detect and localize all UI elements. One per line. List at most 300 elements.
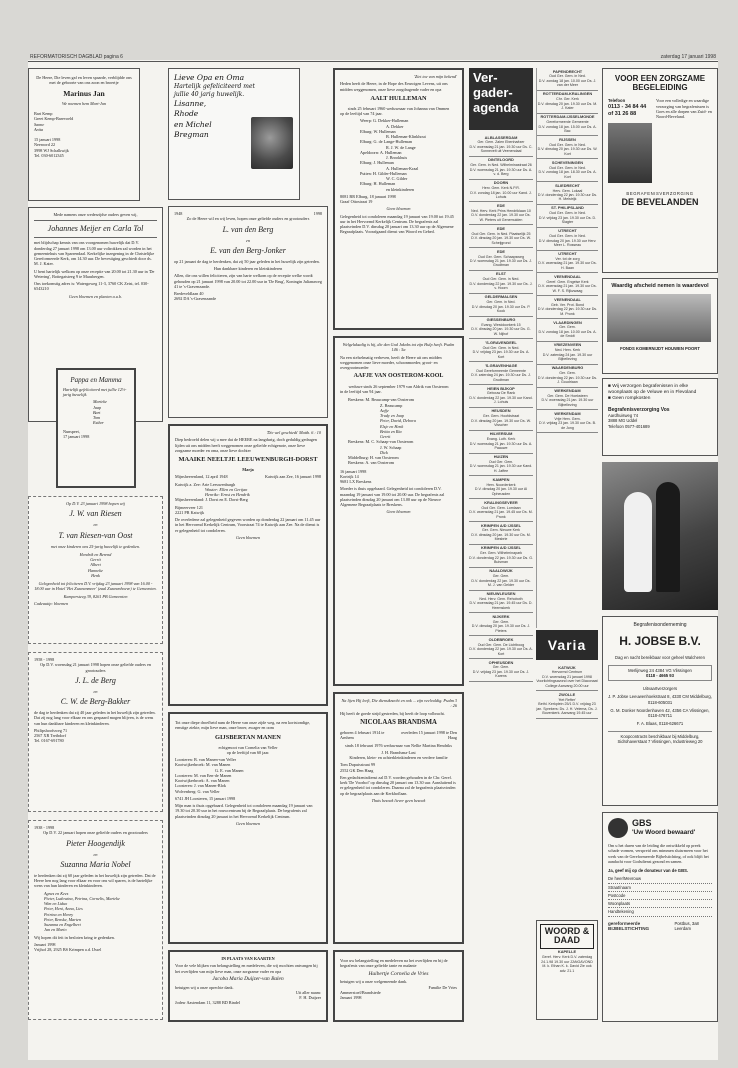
agenda-item — [469, 339, 533, 362]
agenda-item-church: Oud Ger. Gem. Lomlaan — [481, 505, 521, 510]
thanks-sign: Familie De Vries — [428, 984, 457, 990]
thanks-line: betuigen wij u onze oprechte dank. — [175, 984, 234, 990]
address-line: Tom Dupuisstraat 99 — [340, 762, 376, 768]
agenda-item-place: RIJSSEN — [559, 136, 576, 142]
anniv-name1: Pieter Hoogendijk — [66, 838, 125, 848]
agenda-item — [469, 568, 533, 591]
agenda-item — [469, 180, 533, 203]
masthead-left: REFORMATORISCH DAGBLAD pagina 6 — [30, 54, 123, 60]
agenda-item-text: D.V. woensdag 21 jan. 19.30 uur Ds. W. F. S. Rijkzwaag — [538, 284, 597, 293]
congrats-parents — [56, 368, 136, 488]
agenda-item-text: D.V. donderdag 22 jan. 19.30 uur Ds. H. Melstrijk — [537, 193, 598, 202]
agenda-item — [537, 296, 598, 319]
agenda-item-church: Herv. Gem. Lokaal — [552, 188, 583, 193]
wedding-reception: U bent hartelijk welkom op onze receptie van 20.00 tot 21.30 uur in 'De Wetering', Bottegatsteeg 9 te Maasbergen. — [34, 268, 155, 279]
obit-body: Mijn man is thuis opgebaard. Gelegenheid tot condoleren maandag 19 januari van 19.30 tot 20.30 uur in het rouwcentrum bij de Begraafplaats. De begrafenis zal plaatsvinden dinsdag 20 januari in het Hervormd Kerkelijk Centrum. — [175, 803, 313, 819]
kid-name: Tom — [93, 415, 101, 420]
obit-footer: Geen bloemen — [235, 820, 261, 826]
address-line: 2552 GK Den Haag — [340, 767, 374, 773]
ad-waardig-afscheid — [602, 278, 718, 374]
agenda-item-church: Evang. Luth. Kerk — [486, 437, 516, 442]
years-right: 1998 — [313, 211, 322, 216]
agenda-item-church: Ger. Gem. — [559, 371, 576, 376]
card-line: Lieve Opa en Oma — [174, 73, 245, 82]
agenda-item-church: Herv. Gem. Kerk N.P.R. — [482, 186, 520, 191]
agenda-item-church: Oud Ger. Gem. in Ned. — [549, 142, 586, 147]
kid-name: Henk — [91, 572, 100, 578]
agenda-item — [537, 410, 598, 433]
anniv-extra: Cadeautip: bloemen — [34, 600, 69, 606]
anniv-top: Op D.V. 23 januari 1998 hopen wij — [66, 501, 125, 506]
obit-name: MAAIKE NEELTJE LEEUWENBURGH-DORST — [178, 456, 318, 463]
kid-name: Peter, Renske, Marten — [44, 916, 81, 922]
obit-verse: Welgelukzalig is hij, die den God Jakobs tot zijn Hulp heeft. Psalm 146 : 5a — [342, 342, 455, 353]
building-photo — [607, 294, 711, 342]
agenda-item-text: D.V. woensdag 21 jan. 19.30 uur Bijbellezing — [541, 398, 594, 407]
agenda-item — [469, 385, 533, 408]
gbs-body: Om u het duren van de leiding die ontwikkeld op preek schade vormen, verspreid ons mimmen sluisrmeen voor het werk van de Gereformeerde Bijbelstichting, of ook blijft het aandacht voor Godsdienst gezond en samen. — [608, 843, 709, 864]
agenda-item-place: HUIZEN — [493, 454, 509, 460]
agenda-item-text: D.V. zondag 18 jan. 10.00 uur Kand. J. Lohuis — [470, 190, 532, 199]
thanks-duijzer — [168, 950, 328, 1022]
agenda-item-place: WERKENDAM — [554, 388, 581, 394]
kid-name: Suzanna en Engelbert — [44, 922, 81, 927]
address-line: Kortrijk 14 — [340, 473, 359, 479]
anniv-footer: Wij hopen dit feit in besloten kring te gedenken. — [34, 934, 115, 940]
kid-name: Bart — [93, 409, 101, 415]
gbs-field[interactable]: Postcode — [608, 892, 712, 900]
address-line: 16 januari 1998 — [340, 468, 367, 474]
agenda-item-place: HEIEN BIJKOP — [487, 385, 515, 391]
obit-name: AALT HULLEMAN — [370, 94, 427, 102]
address-line: Januari 1998 — [34, 941, 56, 947]
anniv-address: Kampersteeg 39, 8261 PB Gemeenten — [63, 593, 128, 599]
phone-number: 0113 - 34 84 44 of 31 26 88 — [608, 103, 647, 117]
congrats-title: Pappa en Mamma — [70, 376, 122, 384]
family-line: R. J. W. de Lange — [386, 144, 416, 150]
agenda-item-place: UTRECHT — [558, 228, 577, 234]
obit-verse: 'Ziet toe van mijn bekend' — [414, 74, 457, 79]
family-line: W. C. Gilder — [386, 176, 408, 181]
kid-name: Pieter, Ludowina, Petrina, Cornelis, Marieke — [44, 895, 120, 901]
anniv-body: op 21 januari de dag te herdenken, dat zij 50 jaar geleden in het huwelijk zijn getreden. — [174, 258, 320, 264]
agenda-item-text: D.V. donderdag 22 jan. 19.30 uur Ds. M. Pronk — [537, 307, 598, 316]
agenda-item — [537, 342, 598, 365]
family-line: Dick — [380, 449, 388, 455]
agenda-item-church: Ger. Gem. — [492, 574, 510, 579]
agenda-item-church: Ger. Gem. Hoofdstraat — [482, 414, 520, 419]
agenda-item-text: D.V. dinsdag 20 jan. 19.30 uur Ds. J. Pieters — [471, 624, 531, 633]
address-line: 2567 XR Treibdorf — [34, 733, 67, 738]
wd-text: Geref. Herv. Kerk D.V. zaterdag 24.1.98 19.30 uur ZANGAVOND M. k. Ethan K. k. David Zie ook adv. 21.1 — [541, 955, 593, 973]
agenda-item-place: VEENENDAAL — [554, 296, 581, 302]
agenda-list-2 — [536, 68, 598, 628]
obit-body: De overledene zal gelegenheid gegeven worden op donderdag 22 januari om 11.45 uur in het Hervormd Kerkelijk Centrum, Voorstraat 74 te Katwijk aan Zee. Na de dienst is er gelegenheid tot condoleren. — [175, 517, 321, 533]
family-line: Elburg: G. de Lange-Hulleman — [360, 139, 413, 145]
agenda-item-church: Ger. Gem. Nieuwe Kerk — [482, 528, 520, 533]
agenda-item — [469, 476, 533, 499]
agenda-item-text: D.V. woensdag 21 jan. 19.45 uur Ds. D. Heemskerk — [469, 601, 533, 610]
agenda-item-place: EDE — [497, 225, 505, 231]
family-line: G. E. van Manen — [215, 767, 244, 773]
wd-place: KAPELLE — [557, 949, 577, 955]
agenda-item — [536, 664, 598, 691]
wedding-couple-photo — [602, 462, 718, 610]
agenda-item-place: ROTTERDAM-IJSSELMONDE — [540, 114, 595, 120]
agenda-item-church: Chr. Ger. Kerk — [556, 97, 579, 102]
anniversary-riesen — [28, 496, 163, 644]
jobse-line: F. A. Blaas, 0118-626671 — [636, 721, 684, 727]
family-line: Gerrit — [380, 434, 391, 439]
agenda-item-place: 'S-GRAVENDEEL — [485, 339, 517, 345]
agenda-item-church: Ger. Gem. De Hoeksteen — [547, 393, 588, 398]
ad-zorgzame-begeleiding — [602, 68, 718, 273]
hearse-photo — [608, 123, 652, 183]
congrats-place: Nunspeet, — [63, 428, 80, 434]
agenda-item-place: UTRECHT — [558, 251, 577, 257]
agenda-item-place: NAALDWIJK — [489, 568, 513, 574]
agenda-title-2: gader- — [473, 84, 513, 100]
anniv-name2: Suzanna Maria Nobel — [60, 859, 131, 869]
agenda-item — [469, 499, 533, 522]
family-line: Kootwijkerbroek: M. van Manen — [175, 762, 231, 768]
agenda-item-text: D.V. dinsdag 20 jan. 19.30 uur Ds. P. Kook — [471, 304, 531, 314]
phone-label: Telefoon — [608, 98, 626, 104]
wedding-body: met blijdschap kennis van ons voorgenomen huwelijk dat D.V. donderdag 27 januari 1998 om 13.00 uur voltrokken zal worden in het gemeentehuis van Sparrendaal. Kerkelijke inzegening in de Christelijke Gereformeerde Kerk, om 14.30 uur. De bevestiging geschiedt door ds. M. J. Kater. — [34, 240, 155, 267]
agenda-item-text: D.V. dinsdag 20 jan. 19.30 uur Ds. W. Scheijgrond — [471, 236, 531, 245]
agenda-item-text: D.V. vrijdag 23 jan. 19.30 uur Ds. D. Slagter — [538, 215, 597, 225]
agenda-item-church: Hervormd Centrum — [551, 670, 583, 675]
agenda-item-church: Oud Ger. Gem. — [488, 459, 514, 464]
agenda-item-place: HILVERSUM — [489, 431, 513, 437]
agenda-item — [537, 228, 598, 251]
address-line: Ammerstoel/Brandstede — [340, 989, 381, 995]
obit-footer: Thuis bezoek liever geen bezoek — [371, 797, 426, 803]
agenda-item-text: Bethl. Kerkplein 25/1 D.V. vrijdag 23 jan. Sprekers: Ds. J. H. Velema, Ds. J. Bovenkerk. Aanvang 19.45 uur — [536, 702, 598, 716]
family-line: Peter, David, Debora — [380, 418, 416, 424]
masthead — [28, 54, 718, 62]
card-line: jullie 40 jarig huwelijk. — [174, 91, 245, 99]
kid-name: Peter, Heni, Anna, Lies — [44, 906, 83, 912]
family-line: Anita — [34, 126, 44, 132]
anniversary-hoogendijk — [28, 820, 163, 1020]
family-line: Weerp: G. Dekker-Hulleman — [360, 118, 409, 124]
gbs-field[interactable]: Straat/naam — [608, 884, 712, 892]
jobse-line: J. P. Jobse Leeuwenhoekstraat 8, 4330 CM Middelburg, 0118-605031 — [608, 694, 712, 705]
agenda-item — [469, 545, 533, 568]
anniv-en: en — [93, 522, 98, 528]
card-line: Lisanne, — [174, 99, 207, 109]
agenda-item-church: Oud Ger. Gem. De Lichtboog — [477, 642, 525, 647]
agenda-item-place: GELDERMALSEN — [484, 294, 518, 300]
family-line: Apeldoorn: A. Hulleman — [360, 149, 402, 155]
varia-list — [536, 664, 598, 914]
anniversary-van-den-berg — [168, 206, 328, 418]
kid-name: Esther — [93, 420, 104, 426]
agenda-item — [469, 157, 533, 180]
agenda-item-place: NIJKERK — [492, 613, 510, 619]
agenda-item-church: Herv. Noorderkerk — [486, 482, 516, 487]
agenda-item-text: D.V. zondag 18 jan. 10.00 uur Ds. J. van der Meer — [538, 78, 597, 88]
vos-bullet: Wij verzorgen begrafenissen in elke woonplaats op de Veluwe en in Flevoland — [608, 384, 697, 395]
agenda-item-church: Ned. Herv. Kerk — [554, 348, 581, 353]
agenda-item-church: Ger. Gem. Wilhelminapark — [479, 551, 523, 556]
agenda-item-church: Ger. Gem. Zalen Ebenhaëzer — [477, 140, 525, 145]
agenda-item — [537, 388, 598, 411]
address-line: Januari 1998 — [340, 995, 362, 1000]
thanks-name: Jacoba Maria Duijzer-van Balen — [212, 975, 284, 982]
obit-body: Gelegenheid tot condoleren maandag 19 januari van 19.00 tot 19.45 uur in het Hervormd Kerkelijk Centrum. De begrafenis zal plaatsvinden D.V. dinsdag 20 januari om 13.30 uur op de Algemene Begraafplaats. Voorafgaand dienst van Woord en Gebed. — [340, 213, 454, 235]
birth-date: 15 januari 1998 — [34, 137, 61, 143]
agenda-item-text: D.V. zondag 18 jan. 10.00 uur Ds. A. de Smidt — [538, 329, 597, 339]
agenda-item-text: D.V. dinsdag 20 jan. 19.30 uur Ds. M. Mesbrie — [471, 532, 531, 542]
agenda-item-text: D.V. zondag 18 jan. 18.30 uur Ds. A. Kort — [538, 170, 597, 179]
agenda-item-text: D.V. vrijdag 23 jan. 19.30 uur Ds. B. de Jong — [539, 421, 596, 430]
agenda-item-text: D.V. woensdag 21 jan. 19.30 uur Ds. H. Baan — [538, 261, 597, 270]
newspaper-page — [28, 54, 718, 1060]
afscheid-title: Waardig afscheid nemen is waardevol — [611, 283, 709, 289]
agenda-item — [469, 431, 533, 454]
agenda-item — [469, 317, 533, 340]
card-line: Bregman — [174, 129, 209, 139]
birth-sub: We noemen hem Mart-Jan — [62, 100, 106, 106]
family-line: B. Hulleman-Klinkhout — [386, 134, 426, 139]
obituary-brandsma — [333, 692, 464, 944]
obit-footer: Geen bloemen — [386, 206, 411, 212]
birth-announcement — [28, 68, 140, 201]
family-line: Kootwijkerbroek: A. van Manen — [175, 778, 230, 783]
family-line: A. Dekker — [386, 123, 404, 129]
ad-jobse — [602, 616, 718, 806]
agenda-item-place: VEENENDAAL — [554, 273, 581, 279]
agenda-item-church: Oud Ger. Gem. Schaapsweg — [478, 254, 524, 259]
agenda-item-church: Oud Ger. Gem. in Ned. — [549, 165, 586, 170]
obit-sub: sinds 18 februari 1976 weduwnaar van Nellie Martina Hendriks — [345, 742, 452, 748]
anniv-top: Op D.V. woensdag 21 januari 1998 hopen onze geliefde ouders en grootouders — [40, 662, 151, 673]
family-line: Kinderen, klein- en achterkleinkinderen en verdere familie — [349, 755, 448, 761]
obit-intro: Na een stelselmatig verheven, heeft de Heere uit ons midden weggenomen onze lieve moeder, schoonmoeder, groot- en overgrootmoeder — [340, 354, 442, 370]
agenda-item — [536, 691, 598, 718]
address-line: Graaf Ottostraat 19 — [340, 199, 373, 204]
agenda-item-text: D.V. donderdag 22 jan. 19.30 uur Ds. J. Goudriaan — [537, 375, 598, 385]
anniv-sub: met onze kinderen ons 25-jarig huwelijk te gedenken. — [50, 543, 141, 549]
address-line: 2221 PR Katwijk — [175, 509, 205, 515]
agenda-item-church: Ger. Gem. — [492, 665, 510, 670]
agenda-item — [537, 365, 598, 388]
obit-intro: Diep bedroefd delen wij u mee dat de HEERE na langdurig, doch geduldig gedragen lijden uit ons midden heeft weggenomen onze geliefde echtgenote, onze lieve zorgzame moeder en oma, onze lieve dochter — [175, 437, 317, 453]
agenda-item — [469, 248, 533, 271]
agenda-item — [537, 251, 598, 274]
agenda-item — [469, 636, 533, 659]
wedding-names: Johannes Meijer en Carla Tol — [47, 223, 144, 233]
agenda-item-church: Geref. Gem. Engelse Kerk — [546, 279, 589, 284]
agenda-item-place: ELST — [496, 271, 506, 277]
address-line: 8081 BR Elburg, 18 januari 1998 — [340, 193, 396, 199]
agenda-item-text: D.V. zondag 18 jan. 15.00 uur Ds. A. Bac — [538, 124, 597, 133]
address-line: Telefoon 0577-401689 — [608, 423, 650, 429]
agenda-item — [469, 271, 533, 294]
jobse-phone: 0118 - 4665 93 — [646, 672, 674, 678]
masthead-right: zaterdag 17 januari 1998 — [660, 54, 716, 60]
kid-name: Jaap — [93, 404, 102, 410]
wedding-intro: Mede namens onze wederzijdse ouders geven wij, — [53, 212, 138, 217]
anniv-note: Allen, die ons willen feliciteren, zijn van harte welkom op de receptie welke wordt gehouden op 21 januari 1998 van 20.00 tot 22.00 uur in 'De Brug', Koningin Julianaweg 41 te 's-Gravenzande. — [174, 273, 322, 289]
agenda-item-church: Oud Ger. Gem. in Ned. — [549, 211, 586, 216]
family-line: Bart Kemp — [34, 111, 53, 117]
family-line: Greet Kemp-Barevoeld — [34, 116, 74, 122]
sign-line: Uit aller naam: — [295, 989, 321, 995]
agenda-item — [469, 522, 533, 545]
agenda-item-place: KRALINGSEVEER — [484, 499, 518, 505]
family-line: Henrike: Ernst en Hendrik — [205, 492, 250, 497]
obituary-leeuwenburgh — [168, 424, 328, 706]
wedding-address: Ons toekomstig adres is: Watergoweg 11-3, 3760 CK Zeist, tel. 030-6543210 — [34, 281, 149, 292]
family-line: Breskens: M. C. Schaap-van Oosterom — [348, 439, 414, 445]
agenda-item-church: Ver. tot de zorg — [555, 257, 580, 261]
couple-photo — [251, 117, 293, 169]
gbs-footer-name: gereformeerde BIJBELSTICHTING — [608, 920, 650, 932]
address-line: Vrijhof 28, 2925 BS Krimpen a.d. IJssel — [34, 947, 102, 952]
gbs-field[interactable]: De heer/Mevrouw — [608, 875, 712, 883]
agenda-item-text: D.V. donderdag 22 jan. 19.30 uur Kand. J. Lohuis — [469, 395, 533, 405]
obit-born: Mijnsheerenland, 12 april 1948 — [175, 474, 228, 480]
card-line: Rhode — [174, 109, 199, 119]
agenda-item-church: Ned. Herv. Kerk Prins Hendriklaan 10 — [471, 208, 531, 213]
family-line: en kleinkinderen — [386, 186, 415, 192]
woord-daad-ad — [536, 920, 598, 1020]
agenda-item-place: SLIEDRECHT — [555, 182, 580, 188]
agenda-item-text: D.V. dinsdag 20 jan. 19.30 uur Ds. W. Kort — [537, 147, 598, 156]
address-line: Tel. 0167-691780 — [34, 738, 64, 744]
anniv-body: te herdenken dat zij 60 jaar geleden in het huwelijk zijn getreden. Dat de Heere hen nog lang voor elkaar en voor ons wil sparen, is de hartelijke wens van hun kinderen en kleinkinderen. — [34, 872, 156, 889]
family-line: Katwijk a. Zee: Arie Leeuwenburgh — [175, 481, 236, 487]
agenda-item-church: Vrije Herv. Gem. — [554, 416, 581, 421]
obit-age: in de leeftijd van 94 jaar. — [340, 389, 382, 394]
address-line: Philipshoofsweg 71 — [34, 727, 68, 733]
agenda-item-text: D.V. donderdag 22 jan. 19.30 uur Ds. M. J. van Gelder — [471, 578, 531, 588]
agenda-item-place: VRIEZENVEEN — [553, 342, 582, 348]
thanks-address: Jodesr Aastendam 11, 3288 BD Bindel — [175, 1000, 240, 1006]
obit-intro: Hij heeft de goede strijd gestreden, bij heeft de loop volbracht. — [340, 710, 445, 716]
thanks-title: IN PLAATS VAN KAARTEN — [221, 956, 275, 961]
family-line: Elburg: J. Hulleman — [360, 160, 394, 166]
jobse-addr: Merlijnweg 24 4384 VG Vlissingen — [628, 667, 692, 673]
agenda-title-3: agenda — [473, 99, 519, 115]
agenda-item-text: D.V. donderdag 22 jan. 19.30 uur Ds. A. Kort — [469, 647, 533, 656]
zorg-brand2: DE BEVELANDEN — [621, 196, 699, 207]
gbs-field[interactable]: Woonplaats — [608, 900, 712, 908]
jobse-line: G. M. Donker Noordenhaven 42, 4356 CA Vlissingen, 0118-476711 — [610, 707, 710, 718]
birth-name: Marinus Jan — [63, 88, 105, 98]
obit-name: NICOLAAS BRANDSMA — [360, 718, 437, 726]
agenda-item — [469, 408, 533, 431]
vos-name: Begrafenisverzorging Vos — [608, 406, 670, 413]
zorg-body: Voor een volledige en waardige verzorging van begrafenissen is Goes en alle dorpen van Zuid- en Noord-Beveland. — [656, 98, 712, 120]
family-line: Britta en Ria — [380, 428, 402, 434]
obituary-manen — [168, 712, 328, 944]
obit-sub: sinds 25 februari 1960 weduwnaar van Johanna van Ommen — [347, 105, 450, 111]
anniv-note: Gelegenheid tot feliciteren D.V. vrijdag 23 januari 1998 van 16.00 - 18.00 uur in Hotel 'Het Zwanenmeer' (zaal Zwanenhoeve) te Gemeenten. — [34, 581, 157, 592]
card-line: Hartelijk gefeliciteerd met — [174, 83, 255, 91]
agenda-item-church: Oud Gereformeerde Gemeente — [476, 368, 526, 373]
agenda-item — [469, 134, 533, 157]
agenda-item — [469, 202, 533, 225]
agenda-item-church: 'Het Refter' — [558, 697, 576, 702]
agenda-item — [537, 182, 598, 205]
agenda-item-place: NIEUWLEUSEN — [486, 591, 516, 597]
agenda-item-place: SCHEVENINGEN — [551, 159, 584, 165]
family-line: Breskens: A. van Oosterom — [348, 460, 395, 466]
family-line: Middelburg: H. van Oosterom — [348, 455, 399, 460]
agenda-item — [537, 273, 598, 296]
years-left: 1948 — [174, 211, 183, 216]
zorg-title: VOOR EEN ZORGZAME BEGELEIDING — [614, 74, 706, 93]
agenda-list — [469, 134, 533, 1024]
jobse-foot: Koopcontracts beschikbaar bij Middelburg, Sidrohaverstaat 7 Vlissingen, Industrieweg 20 — [608, 731, 712, 745]
agenda-item — [537, 159, 598, 182]
agenda-header — [469, 68, 533, 130]
kid-name: Hendrik en Berend — [79, 551, 112, 557]
agenda-item-church: Oud Ger. Gem. in Ned. Plaatselijk 25 — [471, 231, 531, 236]
ad-vos: ■ Wij verzorgen begrafenissen in elke woonplaats op de Veluwe en in Flevoland ■ Geen rompkosten Begrafenisverzorging Vos Aardhuisweg 74 3888 MG Uddel Telefoon 0577-401689 — [602, 378, 718, 456]
anniv-name2: T. van Riesen-van Oost — [58, 530, 133, 540]
agenda-item-text: D.V. zaterdag 24 jan. 19.30 uur Ds. J. Grudtman — [471, 373, 531, 382]
kid-name: Agnes en Kees — [44, 890, 69, 896]
agenda-item — [537, 205, 598, 228]
obit-sub: Marja — [242, 467, 254, 472]
agenda-item-text: D.V. zaterdag 24 jan. 19.30 uur Bijbellezing — [542, 352, 593, 362]
agenda-item-place: DOORN — [493, 180, 509, 186]
kid-name: Hanneke — [88, 567, 103, 573]
family-line: Loosteren: J. van Manen-Blok — [175, 783, 226, 789]
agenda-item-church: Geb. Ver. Prot. Bond — [551, 302, 584, 307]
agenda-item-text: D.V. donderdag 22 jan. 19.30 uur Ds. W. Pieters uit Genemuiden — [471, 213, 531, 222]
address-line: Tel. 030-6012345 — [34, 152, 64, 158]
wedding-footer: Geen bloemen en planten a.u.b. — [68, 293, 123, 299]
agenda-item-place: VLAARDINGEN — [553, 319, 582, 325]
family-line: Elburg: H. Hulleman — [360, 181, 396, 187]
agenda-item-text: D.V. donderdag 22 jan. 19.30 uur Ds. J. v. Hoorn — [469, 281, 533, 291]
gbs-form-title: Ja, geef mij op de donateur van de GBS. — [608, 868, 689, 873]
congrats-body: Hartelijk gefeliciteerd met jullie 12½-jarig huwelijk. — [63, 386, 127, 397]
ad-gbs — [602, 812, 718, 1022]
obit-sub: echtgenoot van Cornelia van Veller — [218, 744, 278, 750]
family-line: Z. Beaucamp — [380, 402, 403, 408]
anniv-body: de dag te herdenken dat zij 40 jaar geleden in het huwelijk zijn getreden. Dat zij nog lang voor elkaar en ons gespaard mogen blijven, is de wens van hun dankbare kinderen en kleinkinderen. — [34, 710, 156, 726]
agenda-item-text: D.V. donderdag 22 jan. 19.30 uur Ds. G. Buisman — [469, 555, 533, 565]
obit-intro: Tot onze diepe droefheid nam de Heere van onze zijde weg, na een kortstondige, ernstige ziekte, mijn lieve man, onze broer, zwager en oom — [175, 720, 311, 731]
varia-header: Varia — [536, 630, 598, 660]
anniv-name1: L. van den Berg — [222, 224, 274, 234]
address-line: 3998 WJ Schalkwijk — [34, 147, 69, 153]
agenda-item-text: D.V. woensdag 21 jan. 19.30 uur Ds. A. v. d. Berg — [469, 167, 533, 177]
obit-age: op de leeftijd van 60 jaar. — [226, 749, 270, 755]
obit-age: op de leeftijd van 74 jaar. — [340, 111, 383, 116]
gbs-logo: GBS — [632, 818, 652, 828]
kid-name: Marieke — [93, 399, 107, 405]
agenda-item-place: PAPENDRECHT — [552, 68, 583, 74]
thanks-de-vries — [333, 950, 464, 1022]
anniv-name2: C. W. de Berg-Bakker — [60, 697, 131, 706]
bride-dress — [624, 492, 652, 592]
gbs-field[interactable]: Handtekening — [608, 908, 712, 916]
kid-name: Gerrit — [90, 557, 101, 562]
obituary-hulleman — [333, 68, 464, 330]
family-line: Wolvenberg: G. van Veller — [175, 788, 220, 794]
agenda-item — [537, 319, 598, 342]
thanks-body: Voor de vele blijken van belangstelling en medeleven, die wij mochten ontvangen bij het overlijden van mijn lieve man, onze zorgzame vader en opa — [175, 963, 318, 974]
family-line: Wouter: Ellen en Gertjan — [205, 486, 248, 492]
